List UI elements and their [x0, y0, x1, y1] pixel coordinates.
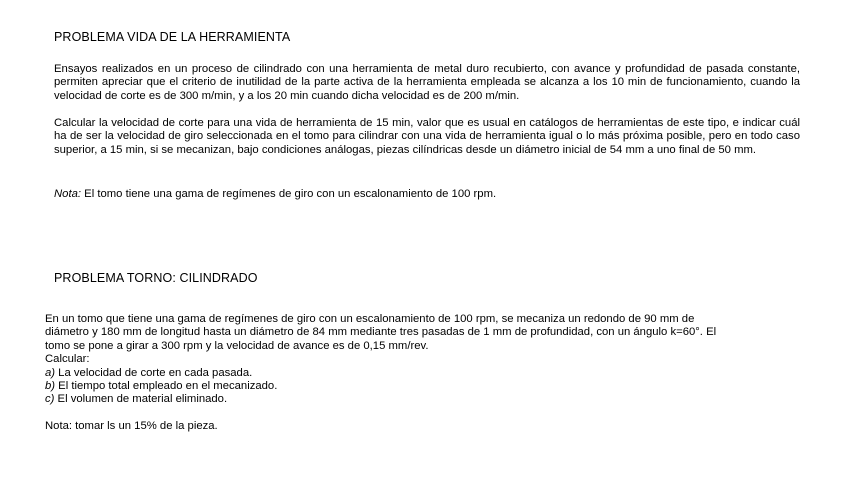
problem-2-body	[45, 313, 815, 434]
problem-2-statement-line: tomo se pone a girar a 300 rpm y la velocidad de avance es de 0,15 mm/rev.	[45, 339, 429, 352]
problem-2-statement-line: diámetro y 180 mm de longitud hasta un diámetro de 84 mm mediante tres pasadas de 1 mm de profundidad, con un ángulo k=60°. El	[45, 326, 717, 339]
problem-2-item-b	[45, 380, 815, 393]
problem-2-calc-label: Calcular:	[45, 353, 90, 366]
problem-1-intro-paragraph: Ensayos realizados en un proceso de cilindrado con una herramienta de metal duro recubierto, con avance y profundidad de pasada constante, permiten apreciar que el criterio de inutilidad de la parte activa de la herramienta empleada se alcanza a los 10 min de funcionamiento, cuando la velocidad de corte es de 300 m/min, y a los 20 min cuando dicha velocidad es de 200 m/min.	[54, 63, 800, 102]
problem-1-note-label: Nota:	[54, 188, 82, 200]
problem-2-item-text: La velocidad de corte en cada pasada.	[55, 366, 253, 379]
problem-1-note	[54, 188, 800, 201]
problem-1-note-text: El tomo tiene una gama de regímenes de giro con un escalonamiento de 100 rpm.	[81, 188, 497, 200]
problem-1-title: PROBLEMA VIDA DE LA HERRAMIENTA	[54, 30, 291, 44]
problem-2-item-marker: b)	[45, 380, 56, 393]
problem-1-task-paragraph: Calcular la velocidad de corte para una vida de herramienta de 15 min, valor que es usual en catálogos de herramientas de este tipo, e indicar cuál ha de ser la velocidad de giro seleccionada en el tomo para cilindrar con una vida de herramienta igual o lo más próxima posible, pero en todo caso superior, a 15 min, si se mecanizan, bajo condiciones análogas, piezas cilíndricas desde un diámetro inicial de 54 mm a uno final de 50 mm.	[54, 117, 800, 156]
problem-2-spacer	[45, 407, 815, 420]
problem-2-item-marker: c)	[45, 393, 55, 406]
problem-2-title: PROBLEMA TORNO: CILINDRADO	[54, 271, 258, 285]
problem-2-statement-line: En un tomo que tiene una gama de regímenes de giro con un escalonamiento de 100 rpm, se mecaniza un redondo de 90 mm de	[45, 313, 695, 325]
problem-2-item-text: El volumen de material eliminado.	[54, 393, 228, 406]
problem-2-item-text: El tiempo total empleado en el mecanizado.	[55, 380, 278, 393]
problem-2-item-c	[45, 393, 815, 406]
problem-2-item-a	[45, 367, 815, 380]
problem-2-item-marker: a)	[45, 366, 56, 379]
problem-2-note: Nota: tomar ls un 15% de la pieza.	[45, 420, 218, 433]
